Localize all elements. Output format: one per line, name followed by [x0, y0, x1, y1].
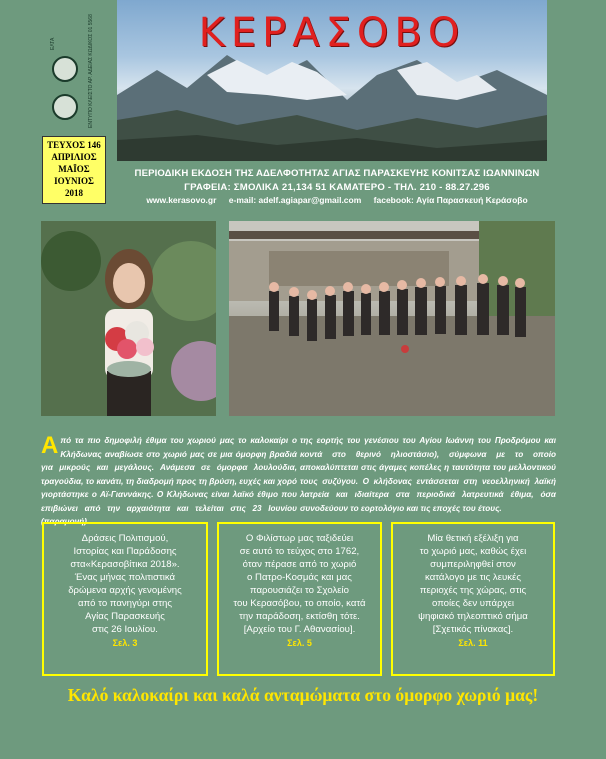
box-line: όταν πέρασε από το χωριό: [242, 559, 357, 570]
photo-girl-with-flowers: [41, 221, 216, 416]
box-line: [Σχετικός πίνακας].: [432, 624, 514, 635]
box-line: στα«Κερασοβίτικα 2018».: [70, 559, 180, 570]
email-link[interactable]: e-mail: adelf.agiapar@gmail.com: [228, 195, 362, 205]
footer-slogan: Καλό καλοκαίρι και καλά ανταμώματα στο όμορφο χωριό μας!: [67, 685, 539, 705]
issue-info-box: [42, 136, 106, 204]
box-line: παρουσιάζει το Σχολείο: [249, 585, 350, 596]
website-link[interactable]: www.kerasovo.gr: [146, 195, 217, 205]
page-reference: Σελ. 11: [458, 638, 488, 648]
box-line: Ο Φιλίστωρ μας ταξιδεύει: [245, 533, 354, 544]
logo-text-postal-permit: ΕΝΤΥΠΟ ΚΛΕΙΣΤΟ ΑΡ. ΑΔΕΙΑΣ ΚΩΔΙΚΟΣ 01 5568: [88, 14, 94, 128]
page-reference: Σελ. 5: [287, 638, 312, 648]
teaser-box-history[interactable]: [217, 522, 382, 676]
box-line: περιοχές της χώρας, στις: [419, 585, 527, 596]
issue-number: ΤΕΥΧΟΣ 146: [47, 140, 101, 150]
elta-logo-icon: [52, 56, 78, 82]
article-column-right: της εορτής του γενέσιου του Αγίου Ιωάννη του Προδρόμου και κοντά στο θερινό ηλιοστάσιο), σύμφωνα με το οποίο αποκαλύπτεται στις άγαμες κοπέλες η ταυτότητα του μελλοντικού τους συζύγου. Ο κλήδονας εντάσσεται στη νεοελληνική λαϊκή λατρεία και ιδιαίτερα στα περιοδικά λατρευτικά έθιμα, όσα συνοδεύουν το εορτολόγιο και τις εποχές του έτους.: [300, 436, 556, 513]
group-photo-illustration: [229, 221, 555, 416]
article-column-left: [41, 434, 297, 529]
article-dropcap: Α: [41, 432, 59, 459]
page-reference: Σελ. 3: [112, 638, 138, 648]
contact-line: [117, 195, 557, 205]
postage-stamp-icon: [52, 94, 78, 120]
box-line: του Κερασόβου, το οποίο, κατά: [233, 598, 366, 609]
box-line: την παράδοση, εκτίσθη τότε.: [239, 611, 360, 622]
box-line: [Αρχείο του Γ. Αθανασίου].: [243, 624, 356, 635]
masthead-title: ΚΕΡΑΣΟΒΟ: [198, 10, 466, 56]
box-line: στις 26 Ιουλίου.: [92, 624, 158, 635]
issue-month-2: ΜΑΪΟΣ: [58, 164, 90, 174]
box-line: Δράσεις Πολιτισμού,: [81, 533, 169, 544]
box-line: Ένας μήνας πολιτιστικά: [74, 572, 176, 583]
box-line: σε αυτό το τεύχος στο 1762,: [239, 546, 360, 557]
address-line: ΓΡΑΦΕΙΑ: ΣΜΟΛΙΚΑ 21,134 51 ΚΑΜΑΤΕΡΟ - ΤΗΛ. 210 - 88.27.296: [184, 182, 490, 193]
box-line: Αγίας Παρασκευής: [85, 611, 165, 622]
photo-group-dance: [229, 221, 555, 416]
issue-year: 2018: [65, 188, 83, 198]
box-line: το χωριό μας, καθώς έχει: [419, 546, 527, 557]
box-line: Μία θετική εξέλιξη για: [427, 533, 519, 544]
box-line: Ιστορίας και Παράδοσης: [73, 546, 177, 557]
box-line: ψηφιακό τηλεοπτικό σήμα: [418, 611, 528, 622]
girl-photo-illustration: [41, 221, 216, 416]
box-line: από το πανηγύρι στης: [78, 598, 172, 609]
issue-month-1: ΑΠΡΙΛΙΟΣ: [51, 152, 97, 162]
box-line: συμπεριληφθεί στον: [430, 559, 516, 570]
teaser-box-tv-signal[interactable]: [391, 522, 555, 676]
teaser-box-culture[interactable]: [42, 522, 208, 676]
header-mountain-photo: [117, 0, 547, 161]
logo-text-elta: ΕΛΤΑ: [50, 37, 56, 50]
box-line: οποίες δεν υπάρχει: [432, 598, 514, 609]
issue-month-3: ΙΟΥΝΙΟΣ: [54, 176, 94, 186]
box-line: ο Πατρο-Κοσμάς και μας: [247, 572, 352, 583]
postal-logo-panel: [44, 0, 114, 135]
facebook-link[interactable]: facebook: Αγία Παρασκευή Κεράσοβο: [373, 195, 528, 205]
box-line: δρώμενα αρχής γενομένης: [68, 585, 182, 596]
article-left-text: πό τα πιο δημοφιλή έθιμα του χωριού μας το καλοκαίρι ο Κλήδωνας αναβίωσε στο χωριό μας σε μια όμορφη βραδιά για μικρούς και μεγάλους. Ανάμεσα σε όμορφα λουλούδια, τραγούδια, το κανάτι, τη διαδρομή προς τη βρύση, ευχές και χορό γιορτάστηκε ο Αϊ-Γιαννάκης. Ο Κλήδωνας είναι λαϊκό έθιμο που επιβιώνει από την αρχαιότητα και τελείται στις 23 Ιουνίου (παραμονή): [41, 436, 297, 526]
publisher-line: ΠΕΡΙΟΔΙΚΗ ΕΚΔΟΣΗ ΤΗΣ ΑΔΕΛΦΟΤΗΤΑΣ ΑΓΙΑΣ ΠΑΡΑΣΚΕΥΗΣ ΚΟΝΙΤΣΑΣ ΙΩΑΝΝΙΝΩΝ: [134, 168, 540, 179]
box-line: κατάλογο με τις λευκές: [425, 572, 521, 583]
